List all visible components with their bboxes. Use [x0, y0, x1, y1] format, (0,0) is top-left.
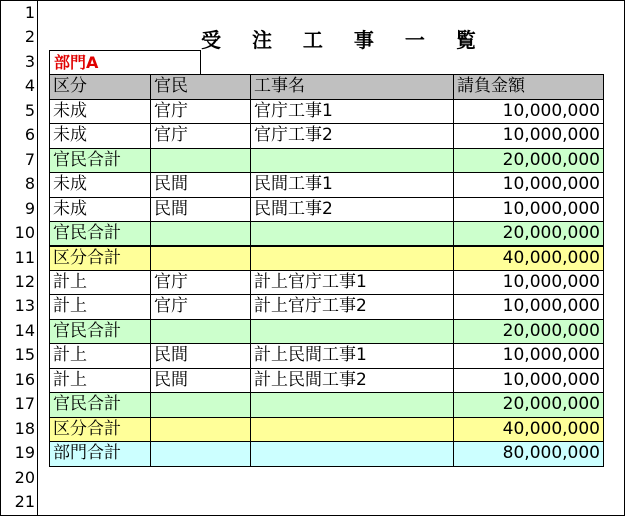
table-cell[interactable]: 民間 — [150, 172, 251, 197]
table-cell[interactable] — [150, 392, 251, 417]
table-cell[interactable] — [250, 441, 454, 466]
row-number[interactable]: 2 — [24, 27, 35, 47]
table-cell[interactable]: 計上民間工事2 — [250, 368, 454, 393]
table-cell[interactable]: 10,000,000 — [453, 197, 604, 222]
table-cell[interactable]: 20,000,000 — [453, 148, 604, 173]
row-number[interactable]: 18 — [14, 418, 35, 438]
row-number[interactable]: 1 — [24, 3, 35, 22]
table-cell[interactable]: 民間工事1 — [250, 172, 454, 197]
column-header[interactable]: 請負金額 — [453, 74, 604, 99]
row-number[interactable]: 14 — [14, 320, 35, 340]
row-number[interactable]: 19 — [14, 443, 35, 463]
table-cell[interactable]: 未成 — [49, 123, 151, 148]
table-cell[interactable]: 民間 — [150, 343, 251, 368]
row-number[interactable]: 15 — [14, 345, 35, 365]
column-header[interactable]: 区分 — [49, 74, 151, 99]
table-cell[interactable]: 計上官庁工事2 — [250, 294, 454, 319]
table-cell[interactable] — [150, 148, 251, 173]
table-cell[interactable]: 官庁 — [150, 99, 251, 124]
table-cell[interactable] — [250, 417, 454, 442]
table-cell[interactable] — [250, 148, 454, 173]
table-cell[interactable]: 10,000,000 — [453, 270, 604, 295]
row-number[interactable]: 6 — [24, 125, 35, 145]
table-cell[interactable] — [150, 417, 251, 442]
table-cell[interactable]: 計上 — [49, 368, 151, 393]
table-cell[interactable]: 計上 — [49, 270, 151, 295]
table-cell[interactable] — [250, 319, 454, 344]
table-cell[interactable]: 未成 — [49, 99, 151, 124]
table-cell[interactable]: 民間 — [150, 368, 251, 393]
table-cell[interactable]: 計上 — [49, 294, 151, 319]
table-cell[interactable] — [250, 221, 454, 246]
table-cell[interactable]: 未成 — [49, 172, 151, 197]
table-cell[interactable]: 10,000,000 — [453, 123, 604, 148]
row-number[interactable]: 13 — [14, 296, 35, 316]
row-number[interactable]: 21 — [14, 492, 35, 511]
table-cell[interactable]: 官庁工事1 — [250, 99, 454, 124]
row-number[interactable]: 10 — [14, 223, 35, 243]
table-cell[interactable]: 官庁 — [150, 270, 251, 295]
row-number[interactable]: 8 — [24, 174, 35, 194]
table-cell[interactable]: 官庁 — [150, 294, 251, 319]
table-cell[interactable]: 計上官庁工事1 — [250, 270, 454, 295]
department-label[interactable]: 部門A — [49, 50, 201, 74]
table-cell[interactable]: 官庁工事2 — [250, 123, 454, 148]
table-cell[interactable]: 10,000,000 — [453, 343, 604, 368]
row-number[interactable]: 3 — [24, 51, 35, 71]
column-header[interactable]: 工事名 — [250, 74, 454, 99]
row-number[interactable]: 4 — [24, 76, 35, 96]
table-cell[interactable]: 20,000,000 — [453, 392, 604, 417]
table-cell[interactable]: 10,000,000 — [453, 172, 604, 197]
row-number[interactable]: 16 — [14, 369, 35, 389]
table-cell[interactable] — [150, 221, 251, 246]
table-cell[interactable]: 計上民間工事1 — [250, 343, 454, 368]
table-cell[interactable] — [150, 246, 251, 271]
table-cell[interactable]: 民間 — [150, 197, 251, 222]
table-cell[interactable]: 80,000,000 — [453, 441, 604, 466]
table-cell[interactable]: 官庁 — [150, 123, 251, 148]
table-cell[interactable]: 区分合計 — [49, 417, 151, 442]
table-cell[interactable]: 40,000,000 — [453, 417, 604, 442]
column-header[interactable]: 官民 — [150, 74, 251, 99]
table-cell[interactable]: 官民合計 — [49, 319, 151, 344]
row-number[interactable]: 11 — [14, 247, 35, 267]
row-number[interactable]: 5 — [24, 100, 35, 120]
table-cell[interactable] — [250, 246, 454, 271]
table-cell[interactable]: 官民合計 — [49, 148, 151, 173]
row-number[interactable]: 7 — [24, 149, 35, 169]
table-cell[interactable]: 未成 — [49, 197, 151, 222]
table-cell[interactable]: 計上 — [49, 343, 151, 368]
row-number[interactable]: 12 — [14, 271, 35, 291]
row-number[interactable]: 20 — [14, 467, 35, 487]
table-cell[interactable]: 20,000,000 — [453, 221, 604, 246]
table-cell[interactable] — [250, 392, 454, 417]
table-cell[interactable]: 民間工事2 — [250, 197, 454, 222]
table-cell[interactable]: 官民合計 — [49, 392, 151, 417]
table-cell[interactable]: 部門合計 — [49, 441, 151, 466]
table-cell[interactable]: 40,000,000 — [453, 246, 604, 271]
table-cell[interactable]: 10,000,000 — [453, 99, 604, 124]
row-number[interactable]: 9 — [24, 198, 35, 218]
table-cell[interactable]: 区分合計 — [49, 246, 151, 271]
table-cell[interactable]: 20,000,000 — [453, 319, 604, 344]
table-cell[interactable] — [150, 441, 251, 466]
row-header-column — [1, 1, 38, 515]
table-cell[interactable] — [150, 319, 251, 344]
sheet-title: 受 注 工 事 一 覧 — [201, 28, 488, 52]
table-cell[interactable]: 官民合計 — [49, 221, 151, 246]
table-cell[interactable]: 10,000,000 — [453, 294, 604, 319]
table-cell[interactable]: 10,000,000 — [453, 368, 604, 393]
row-number[interactable]: 17 — [14, 394, 35, 414]
